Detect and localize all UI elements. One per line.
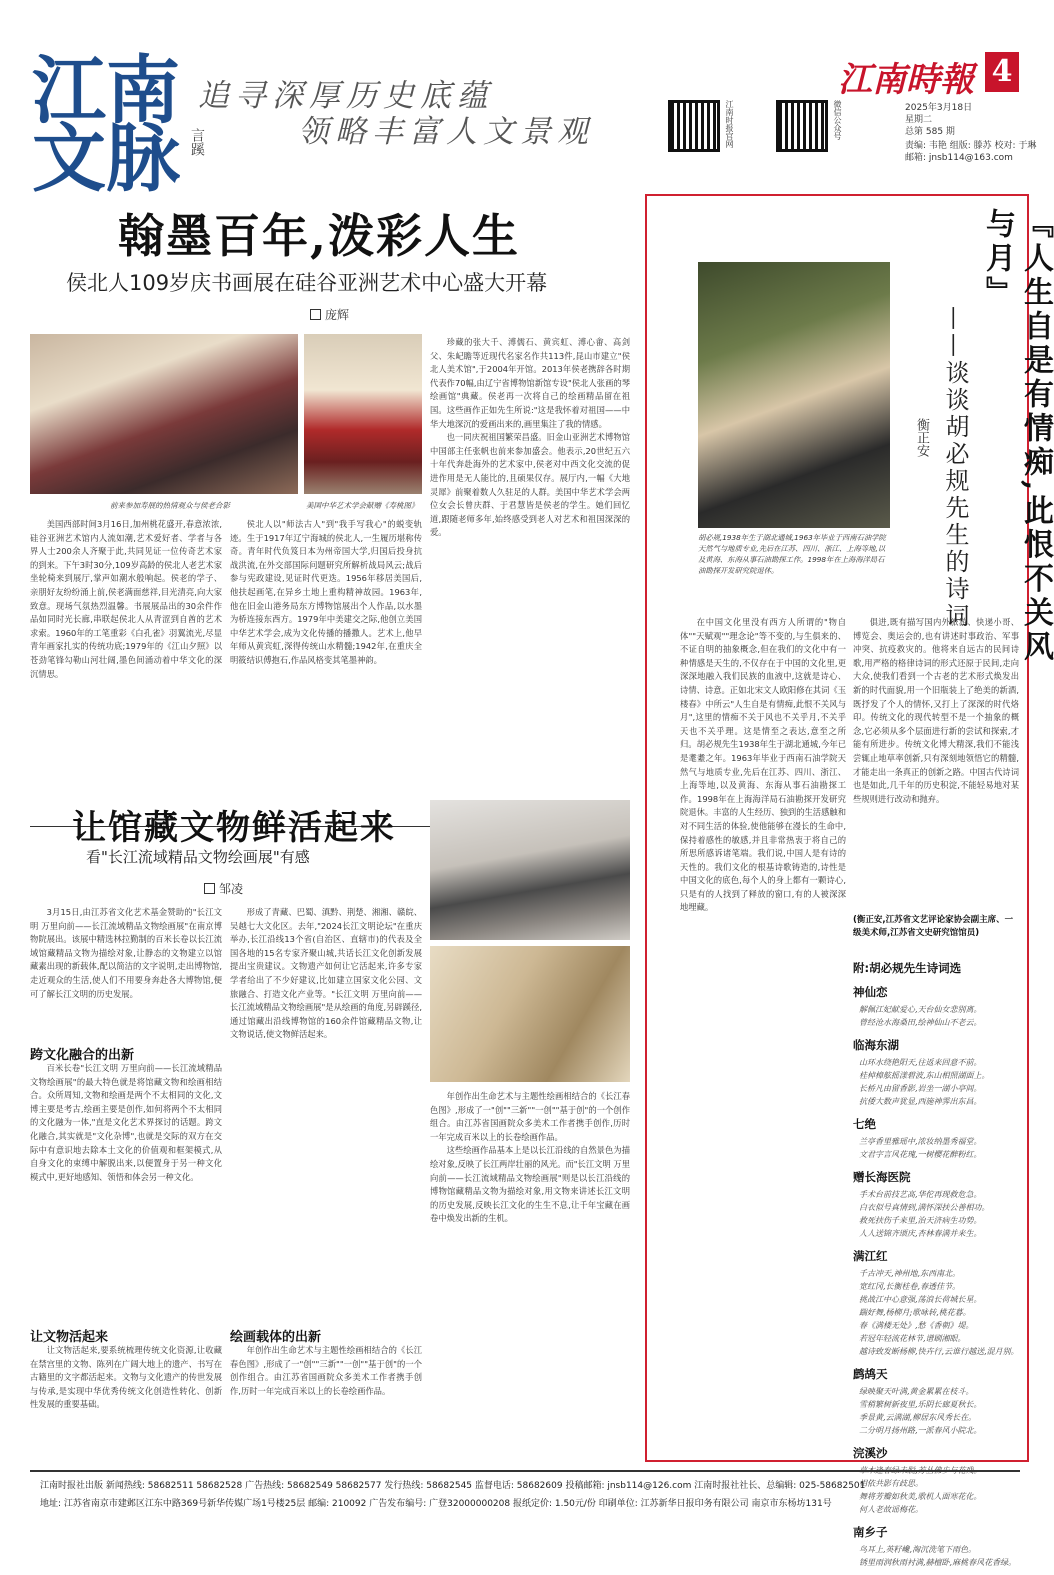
footer-rule [30, 1470, 1020, 1472]
article2-col3a-text: 年创作出生命艺术与主题性绘画相结合的《长江春色图》,形成了一"创""三新""一创""基于创"的一个创作组合。由江苏省国画院众多美术工作者携手创作,历时一年完成百米以上的长卷绘画作品。 [430, 1091, 630, 1142]
section-title-top: 江南 [32, 48, 180, 134]
poem-line: 千古冲天,神州地,东西南北。 [859, 1269, 961, 1278]
poem-line: 舞将芳瓣如秋美,歌机人面寒花化。 [859, 1492, 982, 1501]
poem-line: 春《满楼无处》,愁《香朝》堤。 [859, 1321, 974, 1330]
email: 邮箱: jnsb114@163.com [905, 153, 1013, 163]
slogan-line1: 追寻深厚历史底蕴 [198, 78, 494, 114]
article3-column-2 [853, 616, 1019, 910]
article1-column-1 [30, 518, 222, 820]
editors: 责编: 韦艳 组版: 滕苏 校对: 于琳 [905, 141, 1037, 151]
poem-line: 越诗致发断杨柳,快卉行,云谁行越送,混月别。 [859, 1347, 1019, 1356]
byline-box-icon [310, 309, 321, 320]
poem-line: 二分明月扬州路,一派春风小院北。 [859, 1426, 982, 1435]
byline-box-icon [204, 883, 215, 894]
article2-col1c-text: 让文物活起来,要系统梳理传统文化资源,让收藏在禁宫里的文物、陈列在广阔大地上的遗产、书写在古籍里的文字都活起来。文物与文化遗产的传世发展与传承,是实现中华优秀传统文化创造性转化、创新性发展的重要基础。 [30, 1345, 222, 1410]
poem-line: 兰亭香里雅瑶中,浓妆纳墨秀福堂。 [859, 1137, 982, 1146]
portrait-photo [698, 262, 890, 528]
section-heading-3: 绘画载体的出新 [230, 1330, 322, 1345]
article1-subtitle: 侯北人109岁庆书画展在硅谷亚洲艺术中心盛大开幕 [66, 271, 548, 295]
section-mark: 言蹊 [189, 128, 205, 156]
article3-subtitle: ——谈谈胡必规先生的诗词 [941, 306, 969, 630]
poem-line: 解佩江妃献爱心,天台仙女悲别离。 [859, 1005, 982, 1014]
poem-title: 神仙恋 [853, 985, 888, 999]
article2-subtitle: 看"长江流域精品文物绘画展"有感 [86, 848, 310, 866]
poem-title: 鹧鸪天 [853, 1367, 888, 1381]
article1-column-2 [230, 518, 422, 820]
poem-line: 雪稍繁树新夜里,乐阴长廊夏秋长。 [859, 1400, 982, 1409]
article2-column-2 [230, 906, 422, 1318]
poem-line: 曾经沧水海桑田,绘神仙山不老云。 [859, 1018, 982, 1027]
poem-line: 宽红冈,长衡桂卷,春透佳节。 [859, 1282, 961, 1291]
exhibition-hall-photo [430, 800, 630, 940]
poem-title: 满江红 [853, 1249, 888, 1263]
article3-col2-text: 俱进,既有描写国内外旅游、快递小哥、博览会、奥运会的,也有讲述时事政治、军事冲突、抗疫救灾的。他将来自远古的民间诗歌,用严格的格律诗词的形式还原于民间,走向大众,使我们看到一个古老的艺术形式焕发出新的时代面貌,用一个旧瓶装上了绝美的新酒,既抒发了个人的情怀,又打上了深深的时代烙印。传统文化的现代转型不是一个抽象的概念,它必须从多个层面进行新的尝试和探索,才能有所进步。传统文化博大精深,我们不能浅尝辄止地草率创新,只有深刻地领悟它的精髓,才能走出一条真正的创新之路。中国古代诗词也是如此,几千年的历史积淀,不能轻易地对某些规则进行改动和抛弃。 [853, 617, 1019, 804]
poem-title: 浣溪沙 [853, 1446, 888, 1460]
poem-selection [853, 960, 1019, 1567]
byline-name: 邹凌 [219, 882, 244, 896]
article2-col1b-text: 百米长卷"长江文明 万里向前——长江流域精品文物绘画展"的最大特色就是将馆藏文物和绘画相结合。众所周知,文物和绘画是两个不太相同的文化,文博主要是考古,绘画主要是创作,如何将两个不太相同的文化融为一体,"直是文化艺术界探讨的话题。跨文化融合,其实就是"文化杂博",也就是交际的双方在交际中有意识地去除本土文化的价值观和框架模式,从自身文化的束缚中解脱出来,以便置身于另一种文化模式中,更好地感知、领悟和体会另一种文化。 [30, 1063, 222, 1182]
group-photo [30, 334, 298, 494]
article2-col1a-text: 3月15日,由江苏省文化艺术基金赞助的"长江文明 万里向前——长江流域精品文物绘画展"在南京博物院展出。该展中精选林拉勤制的百米长卷以长江流域馆藏精品文物为描绘对象,让静态的文物建立以馆藏素出现的新载体,配以简洁的文字说明,走出博物馆,走近观众的生活,使人们不用要身奔赴各大博物馆,便可了解长江文明的历史发展。 [30, 907, 222, 999]
poem-line: 踹好舞,杨柳月;歌咏转,桃花暮。 [859, 1308, 971, 1317]
poem-line: 何人老故谣梅花。 [859, 1505, 923, 1514]
poem-line: 白衣似号真情到,满怀深扶公善相功。 [859, 1203, 990, 1212]
article1-column-3 [430, 336, 630, 812]
article2-column-3 [430, 1090, 630, 1460]
poems-heading: 附:胡必规先生诗词选 [853, 961, 962, 975]
poem-line: 抗倭大数声犹显,西施神霁出东昌。 [859, 1097, 982, 1106]
article3-column-1 [680, 616, 846, 1448]
qr-caption-website: 江南时报官网 [725, 100, 734, 148]
poem-line: 锈里雨润秋雨衬满,赫檀卧,麻桃春风花香绿。 [859, 1558, 1017, 1567]
slogan-line2: 领略丰富人文景观 [298, 114, 594, 150]
article1-col4-text: 也一同庆祝祖国繁荣昌盛。旧金山亚洲艺术博物馆中国部主任张帆也前来参加盛会。他表示,20世纪五六十年代奔赴海外的艺术家中,侯老对中西文化交流的促进作用是无人能比的,且硕果仅存。展厅内,一幅《大地灵犀》前聚着数人久驻足的人群。美国中华艺术学会两位女会长曾庆群、于君慧皆是侯老的学生。她们回忆道,跟随老师多年,始终感受到老人对艺术和祖国深深的爱。 [430, 432, 630, 538]
article2-title: 让馆藏文物鲜活起来 [72, 808, 396, 848]
poem-title: 临海东湖 [853, 1038, 899, 1052]
date: 2025年3月18日 [905, 103, 973, 113]
poem-line: 文君字言风花瑰,一树樱花醉粉红。 [859, 1150, 982, 1159]
poem-line: 人人送锦齐颂庆,杏林春满并来生。 [859, 1229, 982, 1238]
weekday: 星期二 [905, 115, 933, 125]
painting-gift-photo [304, 334, 422, 494]
article1-col3-text: 珍藏的张大千、溥儒石、黄宾虹、溥心畬、高剑父、朱屺瞻等近现代名家名作共113件,昆山市建立"侯北人美术馆",于2004年开馆。2013年侯老携辞各时期代表作70幅,由辽宁省博物馆新馆专设"侯北人张画的琴绘画馆"典藏。侯老再一次将自己的绘画精品留在祖国。这些画作正如先生所说:"这是我怀着对祖国——中华大地深沉的爱画出来的,画里集注了我的情感。 [430, 337, 630, 429]
poem-line: 长桥凡由留香影,岩坐一湖小亭间。 [859, 1084, 982, 1093]
article2-col2b-text: 年创作出生命艺术与主题性绘画相结合的《长江春色图》,形成了一"创""三新""一创""基于创"的一个创作组合。由江苏省国画院众多美术工作者携手创作,历时一年完成百米以上的长卷绘画作品。 [230, 1345, 422, 1396]
poem-line: 手术台前技艺高,华佗再现救危急。 [859, 1190, 982, 1199]
article2-column-1b [30, 1062, 222, 1318]
article2-col2-text: 形成了青藏、巴蜀、滇黔、荆楚、湘湘、赣皖、吴越七大文化区。去年,"2024长江文明论坛"在重庆举办,长江沿线13个省(自治区、直辖市)的代表及全国各地的15名专家齐聚山城,共话长江文化创新发展提出宝贵建议。文物遗产如何让它活起来,许多专家学者给出了不少好建议,比如建立国家文化公园、文旅融合、打造文化产业等。"长江文明 万里向前——长江流域精品文物绘画展"是从绘画的角度,另辟蹊径,通过馆藏出沿线博物馆的160余件馆藏精品文物,让文物说话,使文物鲜活起来。 [230, 907, 422, 1040]
article1-title: 翰墨百年,泼彩人生 [118, 209, 521, 263]
poem-line: 桂棹樟舷摇漾碧波,东山相照湖面上。 [859, 1071, 990, 1080]
qr-caption-wechat: 微信公众号 [833, 100, 842, 140]
brand-logo: 江南時報 [838, 60, 974, 100]
photo2-caption: 美国中华艺术学会献赠《寿桃图》 [306, 501, 419, 510]
poem-line: 救死扶伤千来里,治天济病生功势。 [859, 1216, 982, 1225]
section-heading-2: 让文物活起来 [30, 1330, 109, 1345]
article1-col1-text: 美国西部时间3月16日,加州桃花盛开,春意浓浓,硅谷亚洲艺术馆内人流如潮,艺术爱好者、学者与各界人士200余人齐聚于此,共同见证一位传奇艺术家的到来。下午3时30分,109岁高龄的侯北人老艺术家坐轮椅来到展厅,掌声如潮水般响起。侯老的学子、亲朋好友纷纷涌上前,侯老满面慈祥,目光清亮,向大家致意。现场气氛热烈温馨。书展展品出的30余件作品如同时光长廊,串联起侯北人从青涩到自酋的艺术求索。1960年的工笔重彩《白孔雀》羽翼流光,尽显青年画家扎实的传统功底;1979年的《江山夕照》以苍劲笔锋勾勒山河壮阔,墨色间涌动着中华文化的深沉情思。 [30, 519, 222, 679]
poem-line: 若冠年轻流花林节,谱刷湘眼。 [859, 1334, 966, 1343]
qr-code-website[interactable] [668, 100, 720, 152]
scroll-painting-photo [430, 946, 630, 1082]
qr-code-wechat[interactable] [776, 100, 828, 152]
article3-byline: 衡正安 [914, 418, 929, 457]
page-number: 4 [985, 52, 1019, 92]
poem-line: 季景黄,云满湖,柳居东风秀长在。 [859, 1413, 977, 1422]
author-note: (衡正安,江苏省文艺评论家协会副主席、一级美术师,江苏省文史研究馆馆员) [853, 915, 1014, 938]
article2-byline [204, 880, 243, 897]
poem-title: 七绝 [853, 1117, 876, 1131]
article2-column-2b [230, 1344, 422, 1460]
article1-byline [310, 306, 349, 323]
poem-line: 鸟耳上,英籽巉,淘沉洗笔下雨色。 [859, 1545, 977, 1554]
poem-line: 山环水绕艳阳天,往返来回意不前。 [859, 1058, 982, 1067]
issue-number: 总第 585 期 [905, 127, 955, 137]
article1-col2-text: 侯北人以"师法古人"到"我手写我心"的蜕变轨迹。生于1917年辽宁海城的侯北人,一生履历堪称传奇。青年时代负笈日本为州帝国大学,归国后投身抗战洪流,在外交部国际问题研究所解析战局风云;战后参与宪政建设,见证时代更迭。1956年移居美国后,他扶起画笔,在异乡土地上重构精神故园。1963年,他在旧金山港务局东方博物馆展出个人作品,以水墨为桥连接东西方。1979年中美建交之际,他创立美国中华艺术学会,成为文化传播的播撒人。艺术上,他早年师从黄宾虹,深得传统山水精髓;1942年,在重庆全明筱结识傅抱石,作品风格变其笔墨神韵。 [230, 519, 422, 665]
portrait-caption: 胡必规,1938年生于湖北通城,1963年毕业于西南石油学院天然气与地质专业,先后在江苏、四川、浙江、上海等地,以及黄海、东海从事石油勘探工作。1998年在上海海洋局石油勘探开发研究院退休。 [698, 533, 886, 575]
poem-line: 绿映聚天叶满,黄金累累在枝斗。 [859, 1387, 974, 1396]
article2-column-1c [30, 1344, 222, 1460]
section-title-bottom: 文脉 [32, 116, 180, 202]
article2-col3b-text: 这些绘画作品基本上是以长江沿线的自然景色为描绘对象,反映了长江两岸壮丽的风光。而"长江文明 万里向前——长江流域精品文物绘画展"则是以长江沿线的博物馆藏精品文物为描绘对象,用文物来讲述长江文明的历史发展,反映长江文化的生生不息,让千年宝藏在画卷中焕发出新的生机。 [430, 1145, 630, 1224]
photo1-caption: 前来参加寿展的热情观众与侯老合影 [110, 501, 230, 510]
poem-line: 相依共影有歧思。 [859, 1479, 923, 1488]
poem-title: 赠长海医院 [853, 1170, 911, 1184]
poem-line: 挑战江中心意强,荡浪长荷城长星。 [859, 1295, 982, 1304]
footer-line2: 地址: 江苏省南京市建邺区江东中路369号新华传媒广场1号楼25层 邮编: 210092 广告发布编号: 广登32000000208 报纸定价: 1.50元/份 印刷单位: 江苏新华日报印务有限公司 南京市东杨坊131号 [40, 1499, 832, 1509]
poem-title: 南乡子 [853, 1525, 888, 1539]
article3-col1-text: 在中国文化里没有西方人所谓的"物自体""天赋观""理念论"等不变的,与生俱来的、不证自明的抽象概念,但在我们的文化中有一种情感是天生的,不仅存在于中国的文化里,更深深地融入我们民族的血液中,这就是诗心、诗情、诗意。正如北宋文人欧阳修在其词《玉楼春》中所云"人生自是有情痴,此恨不关风与月",这里的情痴不关于风也不关乎月,不关乎天也不关乎理。这是情至之表达,意至之所归。胡必规先生1938年生于湖北通城,今年已是耄耋之年。1963年毕业于西南石油学院天然气与地质专业,先后在江苏、四川、浙江、上海等地,以及黄海、东海从事石油勘探工作。1998年在上海海洋局石油勘探开发研究院退休。丰富的人生经历、独到的生活感触和对不同生活的体验,使他能够在漫长的生命中,保持着感性的敏感,并且非常热衷于将自己的所思所感诉诸笔端。我们说,中国人是有诗的天性的。我们文化的根基诗歌铸造的,诗性是中国文化的底色,每个人的身上都有一颗诗心,只是有的人找到了释放的窗口,有的人被深深地埋藏。 [680, 617, 846, 913]
section-heading-1: 跨文化融合的出新 [30, 1048, 135, 1063]
byline-name: 庞辉 [325, 308, 350, 322]
article3-title: 『人生自是有情痴,此恨不关风与月』 [980, 208, 1053, 665]
footer-line1: 江南时报社出版 新闻热线: 58682511 58682528 广告热线: 58682549 58682577 发行热线: 58682545 监督电话: 58682609 投稿邮箱: jnsb114@126.com 江南时报社社长、总编辑: 025-58682501 [40, 1481, 866, 1491]
article2-column-1a [30, 906, 222, 1036]
